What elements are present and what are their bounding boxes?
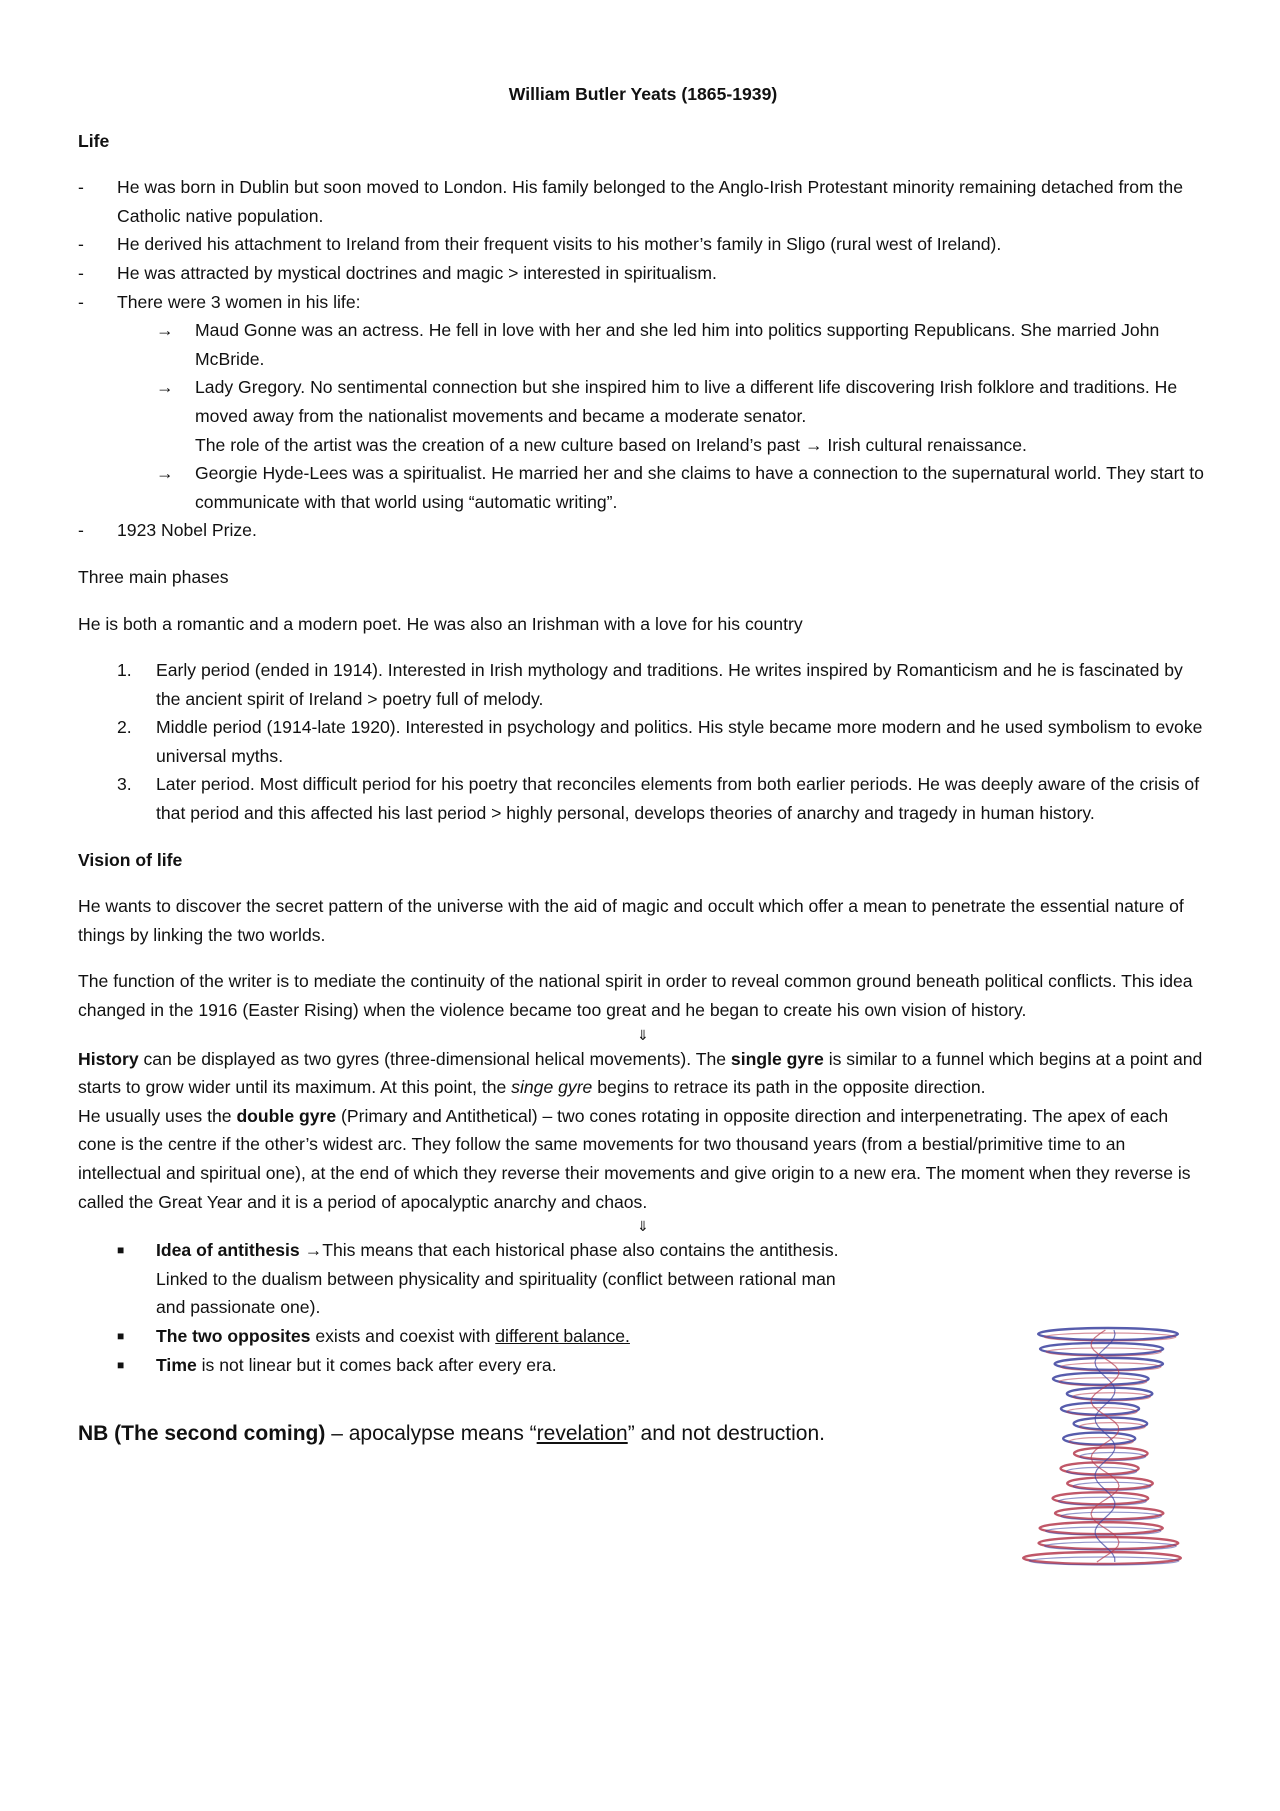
page-title: William Butler Yeats (1865-1939) (508, 84, 778, 104)
phases-intro: He is both a romantic and a modern poet. He was also an Irishman with a love for his country (78, 613, 803, 634)
list-item: - 1923 Nobel Prize. (78, 520, 257, 541)
list-item: - He was born in Dublin but soon moved to London. His family belonged to the Anglo-Irish Protestant minority remaining detached from the Catholic native population. (78, 177, 1183, 226)
nb-note: NB (The second coming) – apocalypse means “revelation” and not destruction. (78, 1422, 826, 1446)
section-heading-vision: Vision of life (78, 849, 183, 870)
section-heading-phases: Three main phases (78, 566, 229, 587)
vision-paragraph: The function of the writer is to mediate the continuity of the national spirit in order to reveal common ground beneath political conflicts. This idea changed in the 1916 (Easter Rising) when the violence became too great and he began to create his own vision of history. (78, 971, 1193, 1021)
list-item: 3. Later period. Most difficult period for his poetry that reconciles elements from both earlier periods. He was deeply aware of the crisis of that period and this affected his last period > highly personal, develops theories of anarchy and tragedy in human history. (117, 774, 1200, 824)
list-item: ■ Idea of antithesis →This means that each historical phase also contains the antithesis. Linked to the dualism between physicality and spirituality (conflict between rational man and passionate one). (78, 1236, 1208, 1322)
list-item: ■ The two opposites exists and coexist with different balance. (78, 1322, 1208, 1351)
list-item: ■ Time is not linear but it comes back after every era. (78, 1351, 1208, 1380)
phases-list (78, 656, 1208, 828)
women-list (156, 316, 1208, 516)
arrow-icon: → (156, 463, 174, 484)
list-item: - He was attracted by mystical doctrines and magic > interested in spiritualism. (78, 262, 717, 283)
section-heading-life: Life (78, 130, 110, 151)
document-page (78, 80, 1208, 1449)
list-item: - He derived his attachment to Ireland from their frequent visits to his mother’s family in Sligo (rural west of Ireland). (78, 234, 1002, 255)
list-item: 2. Middle period (1914-late 1920). Interested in psychology and politics. His style became more modern and he used symbolism to evoke universal myths. (117, 717, 1203, 766)
down-arrow-icon: ⇓ (637, 1026, 649, 1043)
square-bullet-icon: ■ (117, 1328, 125, 1343)
list-item: - There were 3 women in his life: → Maud Gonne was an actress. He fell in love with her and she led him into politics supporting Republicans. She married John McBride. → Lady Gregory. No sentimental connection but she inspired him to live a different life discovering Irish folklore and traditions. He moved away from the nationalist movements and became a moderate senator. The role of the artist was the creation of a new culture based on Ireland’s past → Irish cultural renaissance. → Georgie Hyde-Lees was a spiritualist. He married her and she claims to have a connection to the supernatural world. They start to communicate with that world using “automatic writing”. (78, 288, 1208, 517)
history-paragraph: History can be displayed as two gyres (three-dimensional helical movements). The single gyre is similar to a funnel which begins at a point and starts to grow wider until its maximum. At this point, the singe gyre begins to retrace its path in the opposite direction. (78, 1048, 1203, 1098)
double-gyre-paragraph: He usually uses the double gyre (Primary and Antithetical) – two cones rotating in opposite direction and interpenetrating. The apex of each cone is the centre if the other’s widest arc. They follow the same movements for two thousand years (from a bestial/primitive time to an intellectual and spiritual one), at the end of which they reverse their movements and give origin to a new era. The moment when they reverse is called the Great Year and it is a period of apocalyptic anarchy and chaos. (78, 1105, 1191, 1212)
double-gyre-illustration (990, 1320, 1220, 1572)
life-list (78, 173, 1208, 545)
down-arrow-icon: ⇓ (637, 1218, 649, 1235)
square-bullet-icon: ■ (117, 1243, 125, 1258)
arrow-icon: → (304, 1240, 323, 1261)
arrow-icon: → (156, 320, 174, 341)
vision-paragraph: He wants to discover the secret pattern of the universe with the aid of magic and occult which offer a mean to penetrate the essential nature of things by linking the two worlds. (78, 896, 1184, 945)
list-item: → Lady Gregory. No sentimental connection but she inspired him to live a different life discovering Irish folklore and traditions. He moved away from the nationalist movements and became a moderate senator. The role of the artist was the creation of a new culture based on Ireland’s past → Irish cultural renaissance. (156, 373, 1208, 459)
list-item: → Georgie Hyde-Lees was a spiritualist. He married her and she claims to have a connection to the supernatural world. They start to communicate with that world using “automatic writing”. (156, 459, 1208, 516)
list-item: 1. Early period (ended in 1914). Interested in Irish mythology and traditions. He writes inspired by Romanticism and he is fascinated by the ancient spirit of Ireland > poetry full of melody. (117, 660, 1183, 709)
list-item: → Maud Gonne was an actress. He fell in love with her and she led him into politics supporting Republicans. She married John McBride. (156, 316, 1208, 373)
arrow-icon: → (156, 377, 174, 398)
square-bullet-icon: ■ (117, 1357, 125, 1372)
